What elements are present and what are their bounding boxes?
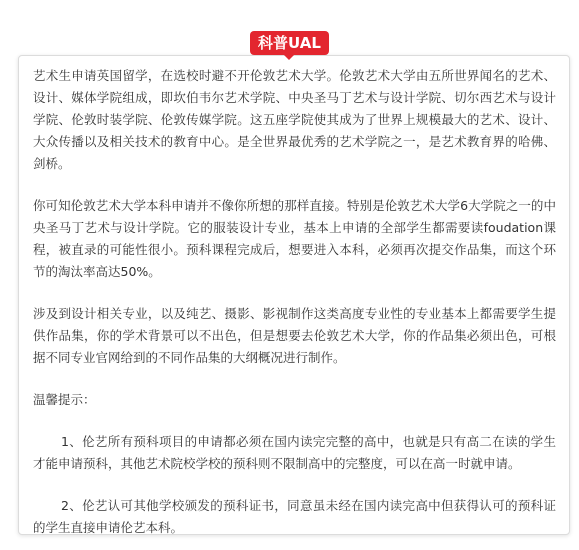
paragraph-intro: 艺术生申请英国留学，在选校时避不开伦敦艺术大学。伦敦艺术大学由五所世界闻名的艺术、设计、媒体学院组成，即坎伯韦尔艺术学院、中央圣马丁艺术与设计学院、切尔西艺术与设计学院、伦敦时装学院、伦敦传媒学院。这五座学院使其成为了世界上规模最大的艺术、设计、大众传播以及相关技术的教育中心。是全世界最优秀的艺术学院之一，是艺术教育界的哈佛、剑桥。 [33,68,556,171]
badge-container [0,31,579,55]
tips-heading: 温馨提示： [33,392,96,407]
paragraph-application: 你可知伦敦艺术大学本科申请并不像你所想的那样直接。特别是伦敦艺术大学6大学院之一的中央圣马丁艺术与设计学院。它的服装设计专业，基本上申请的全部学生都需要读foudation课程，被直录的可能性很小。预科课程完成后，想要进入本科，必须再次提交作品集，而这个环节的淘汰率高达50%。 [33,198,556,279]
paragraph-spacer [33,175,556,195]
article-card [18,55,570,535]
tip-item-1: 1、伦艺所有预科项目的申请都必须在国内读完完整的高中，也就是只有高二在读的学生才能申请预科，其他艺术院校学校的预科则不限制高中的完整度，可以在高一时就申请。 [33,434,556,471]
paragraph-spacer [33,475,556,495]
paragraph-portfolio: 涉及到设计相关专业，以及纯艺、摄影、影视制作这类高度专业性的专业基本上都需要学生提供作品集，你的学术背景可以不出色，但是想要去伦敦艺术大学，你的作品集必须出色，可根据不同专业官网给到的不同作品集的大纲概况进行制作。 [33,306,556,365]
paragraph-spacer [33,369,556,389]
tip-item-2: 2、伦艺认可其他学校颁发的预科证书，同意虽未经在国内读完高中但获得认可的预科证的学生直接申请伦艺本科。 [33,498,556,535]
paragraph-spacer [33,283,556,303]
paragraph-spacer [33,411,556,431]
title-badge: 科普UAL [250,31,329,55]
